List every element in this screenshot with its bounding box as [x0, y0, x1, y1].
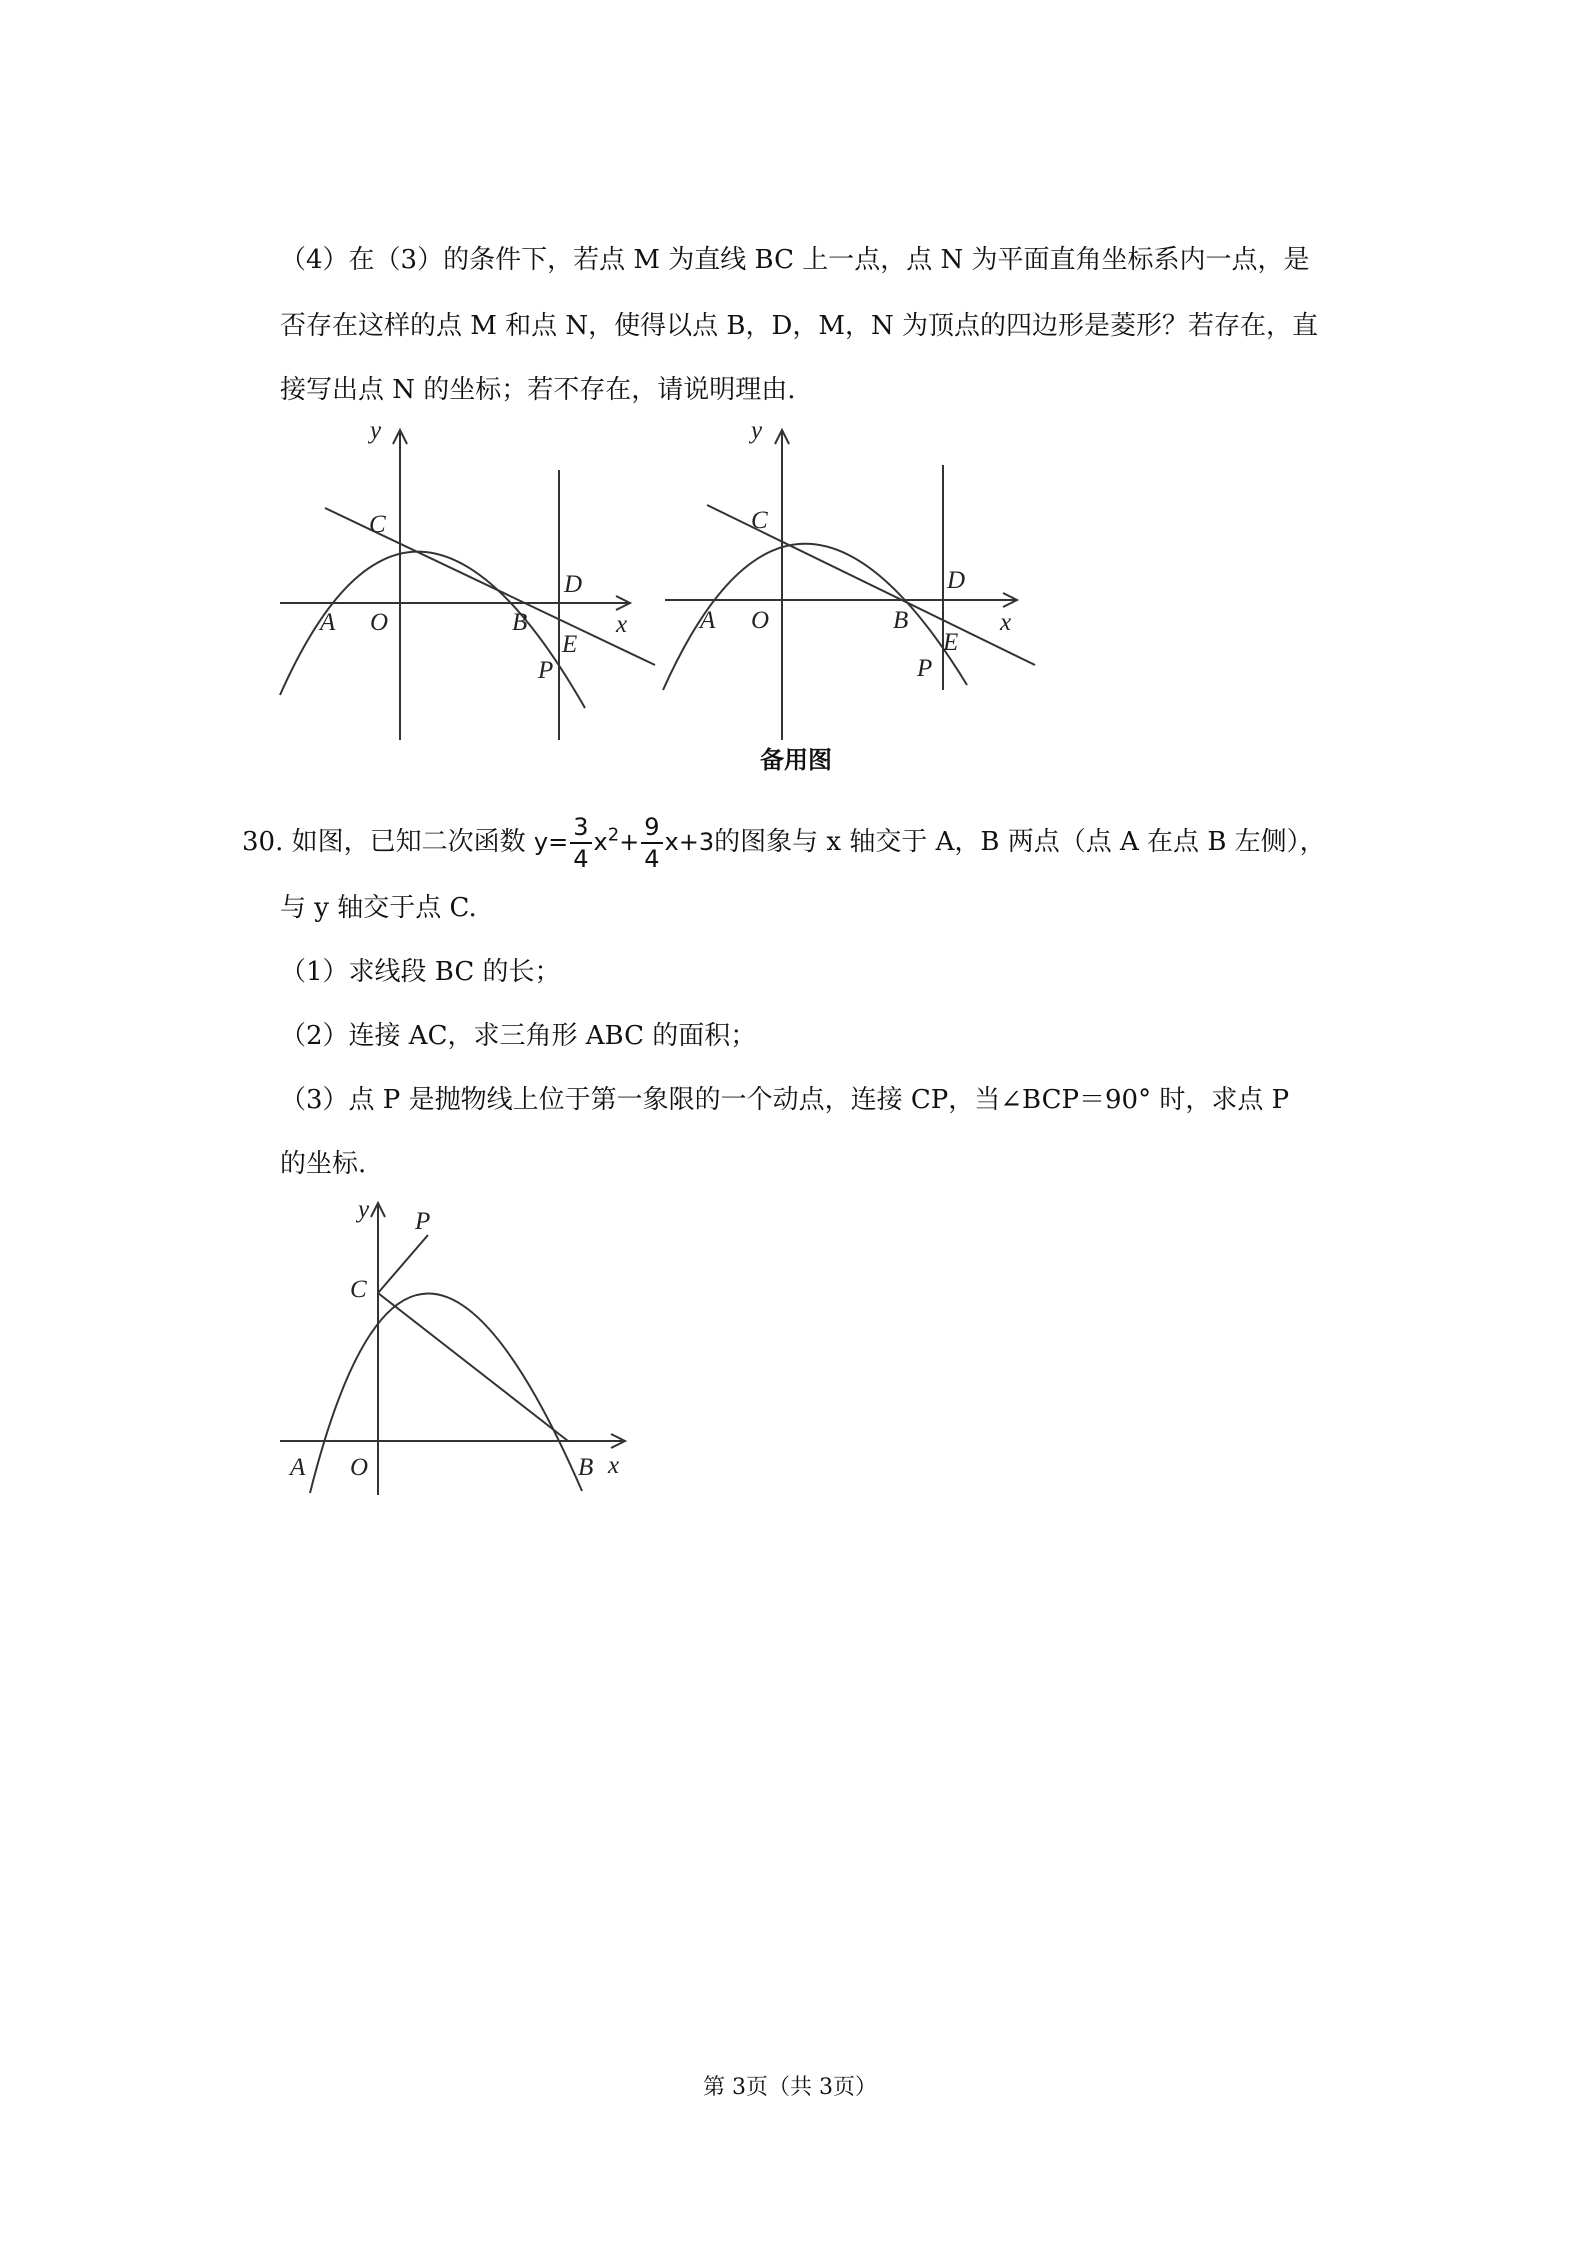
q29-part4-line2: 否存在这样的点 M 和点 N，使得以点 B，D，M，N 为顶点的四边形是菱形？若存在，直	[280, 311, 1319, 341]
fig2-label-c: C	[751, 507, 768, 534]
q30-eq-x2: x	[593, 828, 608, 856]
fig1-label-b: B	[512, 609, 528, 636]
fig3-label-b: B	[578, 1454, 594, 1481]
fig2-label-y: y	[751, 420, 763, 444]
fig2-label-b: B	[893, 607, 909, 634]
fig1-label-e: E	[562, 631, 578, 658]
fig3-label-a: A	[290, 1454, 306, 1481]
q30-eq-tail: x+3	[664, 828, 715, 856]
q30-part2: （2）连接 AC，求三角形 ABC 的面积；	[280, 1021, 757, 1051]
q30-eq-sup: 2	[607, 824, 620, 846]
q30-part3-line1: （3）点 P 是抛物线上位于第一象限的一个动点，连接 CP，当∠BCP＝90° 时，求点 P	[280, 1085, 1290, 1115]
fig1-label-d: D	[564, 571, 583, 598]
fig3-label-x: x	[608, 1452, 620, 1479]
fig2-label-e: E	[943, 629, 959, 656]
q29-part4-line1: （4）在（3）的条件下，若点 M 为直线 BC 上一点，点 N 为平面直角坐标系内一点，是	[280, 245, 1310, 275]
fig3-label-p: P	[415, 1208, 431, 1235]
q29-part4-line3: 接写出点 N 的坐标；若不存在，请说明理由.	[280, 375, 796, 405]
figure-3	[270, 1195, 640, 1509]
q30-line2: 与 y 轴交于点 C.	[280, 893, 477, 923]
q30-part1: （1）求线段 BC 的长；	[280, 957, 561, 987]
fig1-label-o: O	[370, 609, 389, 636]
fig2-label-x: x	[1000, 609, 1012, 636]
q30-line1	[242, 812, 1326, 874]
fig2-label-d: D	[947, 567, 966, 594]
fig3-label-y: y	[358, 1196, 370, 1223]
fig2-label-o: O	[751, 607, 770, 634]
fig2-label-p: P	[917, 655, 933, 682]
q30-part3-line2: 的坐标.	[280, 1149, 367, 1179]
fig1-label-x: x	[616, 611, 628, 638]
q30-intro-a: 如图，已知二次函数	[291, 827, 526, 857]
figure-2	[655, 420, 1055, 754]
fig3-label-c: C	[350, 1276, 367, 1303]
figure-1	[270, 420, 670, 764]
q30-eq-frac1: $\frac{3}{4}$	[570, 812, 591, 874]
fig3-label-o: O	[350, 1454, 369, 1481]
fig1-label-p: P	[538, 657, 554, 684]
fig2-label-a: A	[700, 607, 716, 634]
q30-eq-y: y=	[533, 828, 569, 856]
fig2-caption: 备用图	[760, 746, 832, 774]
fig1-label-y: y	[370, 420, 382, 444]
q30-number: 30.	[242, 827, 284, 857]
fig1-label-c: C	[369, 511, 386, 538]
page-footer: 第 3页（共 3页）	[703, 2075, 877, 2100]
q30-eq-frac2: $\frac{9}{4}$	[641, 812, 662, 874]
q30-intro-b: 的图象与 x 轴交于 A，B 两点（点 A 在点 B 左侧），	[714, 827, 1326, 857]
fig1-label-a: A	[320, 609, 336, 636]
q30-eq-plus: +	[619, 828, 640, 856]
